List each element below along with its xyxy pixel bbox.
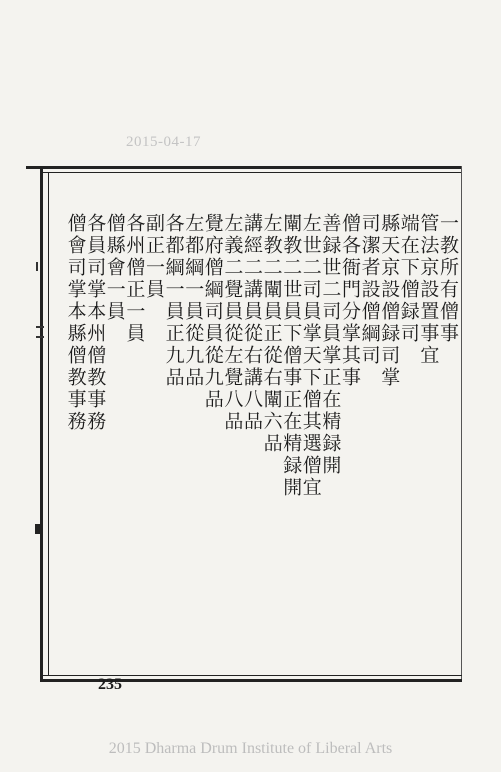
margin-tick [36,326,44,328]
text-column: 各員司掌本州僧教事務 [84,213,107,433]
margin-mark [35,524,40,534]
text-column: 善録世二司員掌正在精録開 [319,213,342,477]
text-column: 左都綱一員從九品 [182,213,205,389]
text-column: 左教二闡員正從右闡六品 [260,213,283,455]
text-column: 端在下僧録司 [397,213,420,345]
text-column: 左世二司員掌天下僧其選僧宜 [299,213,322,499]
text-column: 司潔者設僧綱司 [358,213,381,367]
margin-tick [36,262,38,271]
text-column: 僧縣會一員 [103,213,126,323]
text-column: 覺府僧綱司員從九品 [201,213,224,411]
text-column: 僧會司掌本縣僧教事務 [64,213,87,433]
text-column: 講經二講員從右講八品 [241,213,263,433]
date-watermark: 2015-04-17 [126,134,201,150]
page-number: 235 [98,676,122,693]
text-column: 闡教二世員下僧事正在精録開 [280,213,303,499]
text-column: 僧各衙門分掌其事 [339,213,361,389]
text-column: 管法京設置事宜 [417,213,440,367]
text-column: 各州僧正一員 [123,213,146,345]
institute-watermark: 2015 Dharma Drum Institute of Liberal Arts [108,740,393,757]
text-column: 各都綱一員正九品 [162,213,185,389]
text-column: 縣天京設僧録司掌 [378,213,401,389]
text-column: 一教所有僧事 [437,213,459,345]
text-column: 副正一員 [143,213,165,301]
margin-tick [36,336,44,338]
text-column: 左義二覺員從左覺八品 [221,213,244,433]
